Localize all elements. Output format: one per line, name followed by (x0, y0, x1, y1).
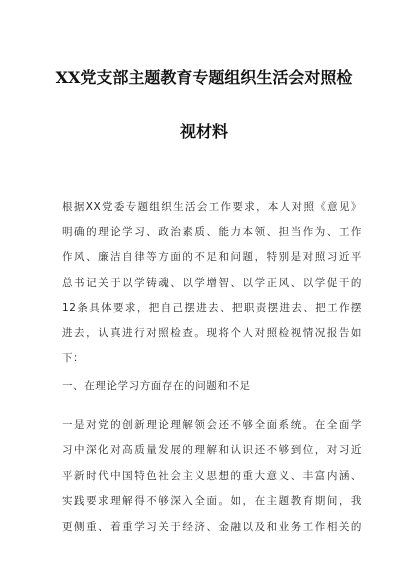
text-line: 明确的理论学习、政治素质、能力本领、担当作为、工作 (62, 226, 362, 238)
text-line: 进去，认真进行对照检查。现将个人对照检视情况报告如 (62, 327, 362, 339)
text-line: 平新时代中国特色社会主义思想的重大意义、丰富内涵、 (62, 470, 362, 482)
document-title-line-1: XX党支部主题教育专题组织生活会对照检 (55, 68, 353, 87)
text-line: 下： (62, 352, 85, 364)
text-line: 总书记关于以学铸魂、以学增智、以学正风、以学促干的 (62, 277, 362, 289)
text-line: 12条具体要求，把自己摆进去、把职责摆进去、把工作摆 (62, 302, 362, 314)
section-heading: 一、在理论学习方面存在的问题和不足 (62, 380, 251, 392)
text-line: 根据XX党委专题组织生活会工作要求，本人对照《意见》 (62, 201, 362, 213)
text-line: 作风、廉洁自律等方面的不足和问题，特别是对照习近平 (62, 251, 362, 263)
document-title-line-2: 视材料 (179, 122, 228, 141)
text-line: 更侧重、着重学习关于经济、金融以及和业务工作相关的 (62, 521, 362, 533)
text-line: 一是对党的创新理论理解领会还不够全面系统。在全面学 (62, 419, 362, 431)
text-line: 习中深化对高质量发展的理解和认识还不够到位，对习近 (62, 444, 362, 456)
text-line: 实践要求理解得不够深入全面。如，在主题教育期间，我 (62, 495, 362, 507)
